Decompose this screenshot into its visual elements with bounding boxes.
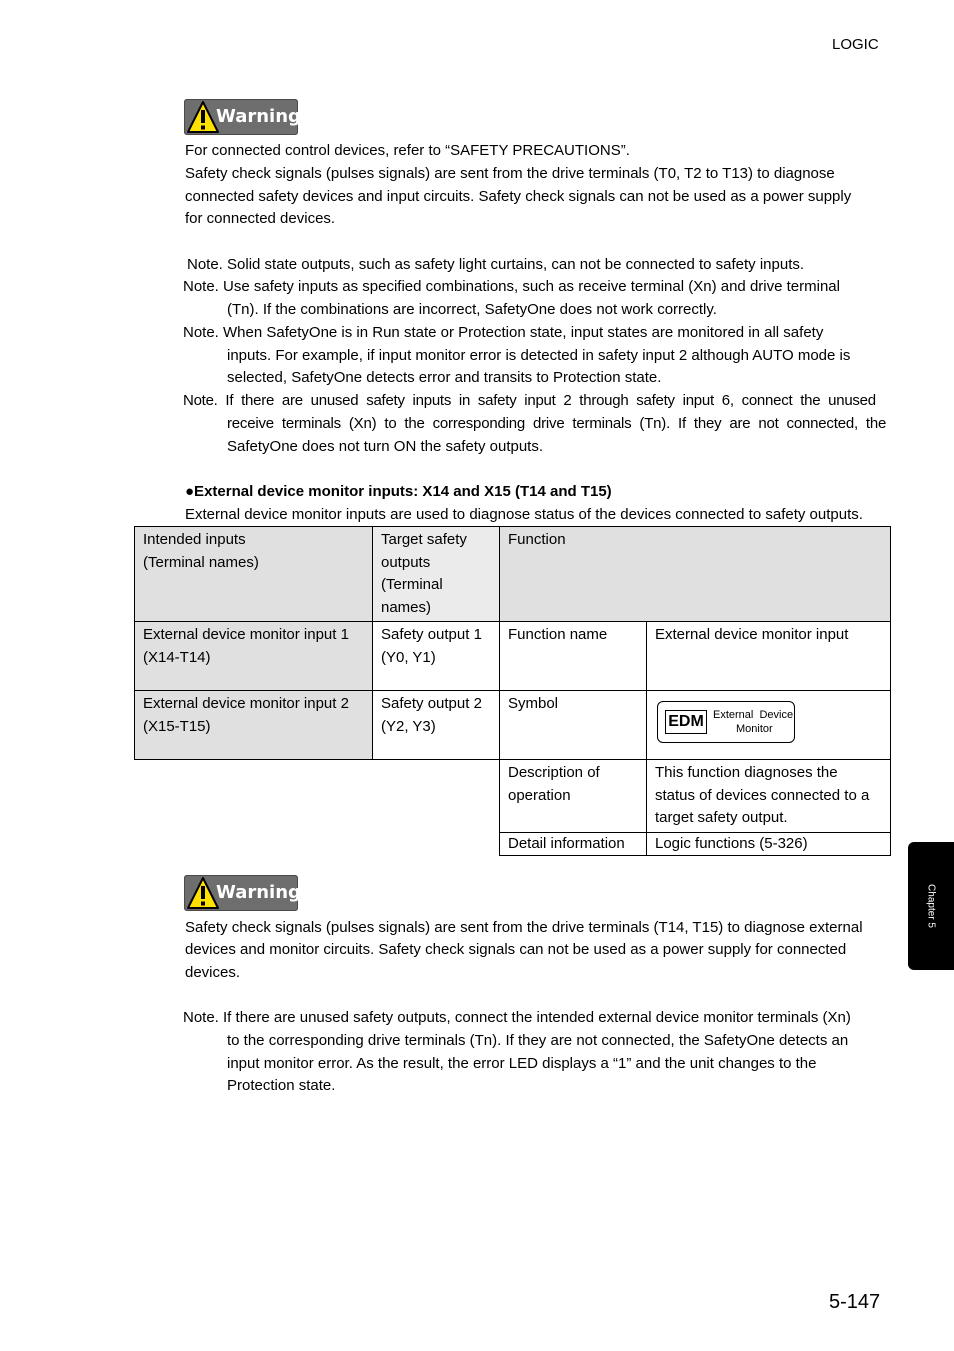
note-line: Note. Solid state outputs, such as safety light curtains, can not be connected to safety inputs.	[187, 256, 805, 273]
chapter-tab-label: Chapter 5	[925, 884, 937, 928]
warning-line: for connected devices.	[185, 210, 336, 227]
note-line: Note. If there are unused safety outputs, connect the intended external device monitor terminals (Xn)	[183, 1009, 851, 1026]
table-row	[135, 622, 891, 691]
warning-triangle-icon	[187, 101, 219, 133]
output-cell: Safety output 1 (Y0, Y1)	[373, 622, 500, 691]
function-key-cell: Detail information	[500, 832, 647, 856]
symbol-cell	[647, 691, 891, 760]
note-line: Note. Use safety inputs as specified combinations, such as receive terminal (Xn) and drive terminal	[183, 278, 840, 295]
warning-badge	[184, 875, 301, 911]
function-value-cell: Logic functions (5-326)	[647, 832, 891, 856]
warning-line: devices and monitor circuits. Safety check signals can not be used as a power supply for connected	[185, 941, 847, 958]
table-row	[135, 691, 891, 760]
function-value-cell: External device monitor input	[647, 622, 891, 691]
note-line: inputs. For example, if input monitor error is detected in safety input 2 although AUTO mode is	[227, 347, 851, 364]
warning-line: For connected control devices, refer to “SAFETY PRECAUTIONS”.	[185, 142, 630, 159]
section-intro: External device monitor inputs are used to diagnose status of the devices connected to safety outputs.	[185, 506, 863, 523]
edm-code: EDM	[665, 710, 707, 734]
note-line: Note. If there are unused safety inputs in safety input 2 through safety input 6, connect the unused	[183, 392, 876, 409]
edm-table	[134, 526, 891, 856]
warning-label: Warning	[216, 882, 301, 903]
chapter-tab	[908, 842, 954, 970]
warning-label: Warning	[216, 106, 301, 127]
edm-caption: External Device	[713, 709, 794, 721]
note-line: SafetyOne does not turn ON the safety outputs.	[227, 438, 544, 455]
note-line: to the corresponding drive terminals (Tn). If they are not connected, the SafetyOne detects an	[227, 1032, 849, 1049]
header-target-outputs: Target safety outputs (Terminal names)	[373, 527, 500, 622]
warning-line: devices.	[185, 964, 241, 981]
header-intended-inputs: Intended inputs (Terminal names)	[135, 527, 373, 622]
input-cell: External device monitor input 1 (X14-T14)	[135, 622, 373, 691]
table-row	[135, 760, 891, 833]
function-key-cell: Description of operation	[500, 760, 647, 833]
section-heading: ●External device monitor inputs: X14 and X15 (T14 and T15)	[185, 483, 612, 500]
warning-line: Safety check signals (pulses signals) are sent from the drive terminals (T14, T15) to diagnose external	[185, 919, 863, 936]
function-key-cell: Symbol	[500, 691, 647, 760]
warning-line: connected safety devices and input circuits. Safety check signals can not be used as a power supply	[185, 188, 852, 205]
edm-symbol	[657, 701, 795, 743]
note-line: receive terminals (Xn) to the corresponding drive terminals (Tn). If they are not connected, the	[227, 415, 887, 432]
page-number: 5-147	[829, 1291, 881, 1313]
note-line: Protection state.	[227, 1077, 336, 1094]
output-cell: Safety output 2 (Y2, Y3)	[373, 691, 500, 760]
table-row	[135, 832, 891, 856]
note-line: (Tn). If the combinations are incorrect, SafetyOne does not work correctly.	[227, 301, 717, 318]
function-value-cell: This function diagnoses the status of devices connected to a target safety output.	[647, 760, 891, 833]
warning-badge	[184, 99, 301, 135]
header-function: Function	[500, 527, 891, 622]
section-header: LOGIC	[832, 36, 879, 53]
note-line: input monitor error. As the result, the error LED displays a “1” and the unit changes to the	[227, 1055, 817, 1072]
table-header-row	[135, 527, 891, 622]
function-key-cell: Function name	[500, 622, 647, 691]
input-cell: External device monitor input 2 (X15-T15)	[135, 691, 373, 760]
note-line: Note. When SafetyOne is in Run state or Protection state, input states are monitored in all safety	[183, 324, 824, 341]
note-line: selected, SafetyOne detects error and transits to Protection state.	[227, 369, 662, 386]
warning-triangle-icon	[187, 877, 219, 909]
warning-line: Safety check signals (pulses signals) are sent from the drive terminals (T0, T2 to T13) to diagnose	[185, 165, 835, 182]
edm-caption: Monitor	[736, 723, 773, 735]
